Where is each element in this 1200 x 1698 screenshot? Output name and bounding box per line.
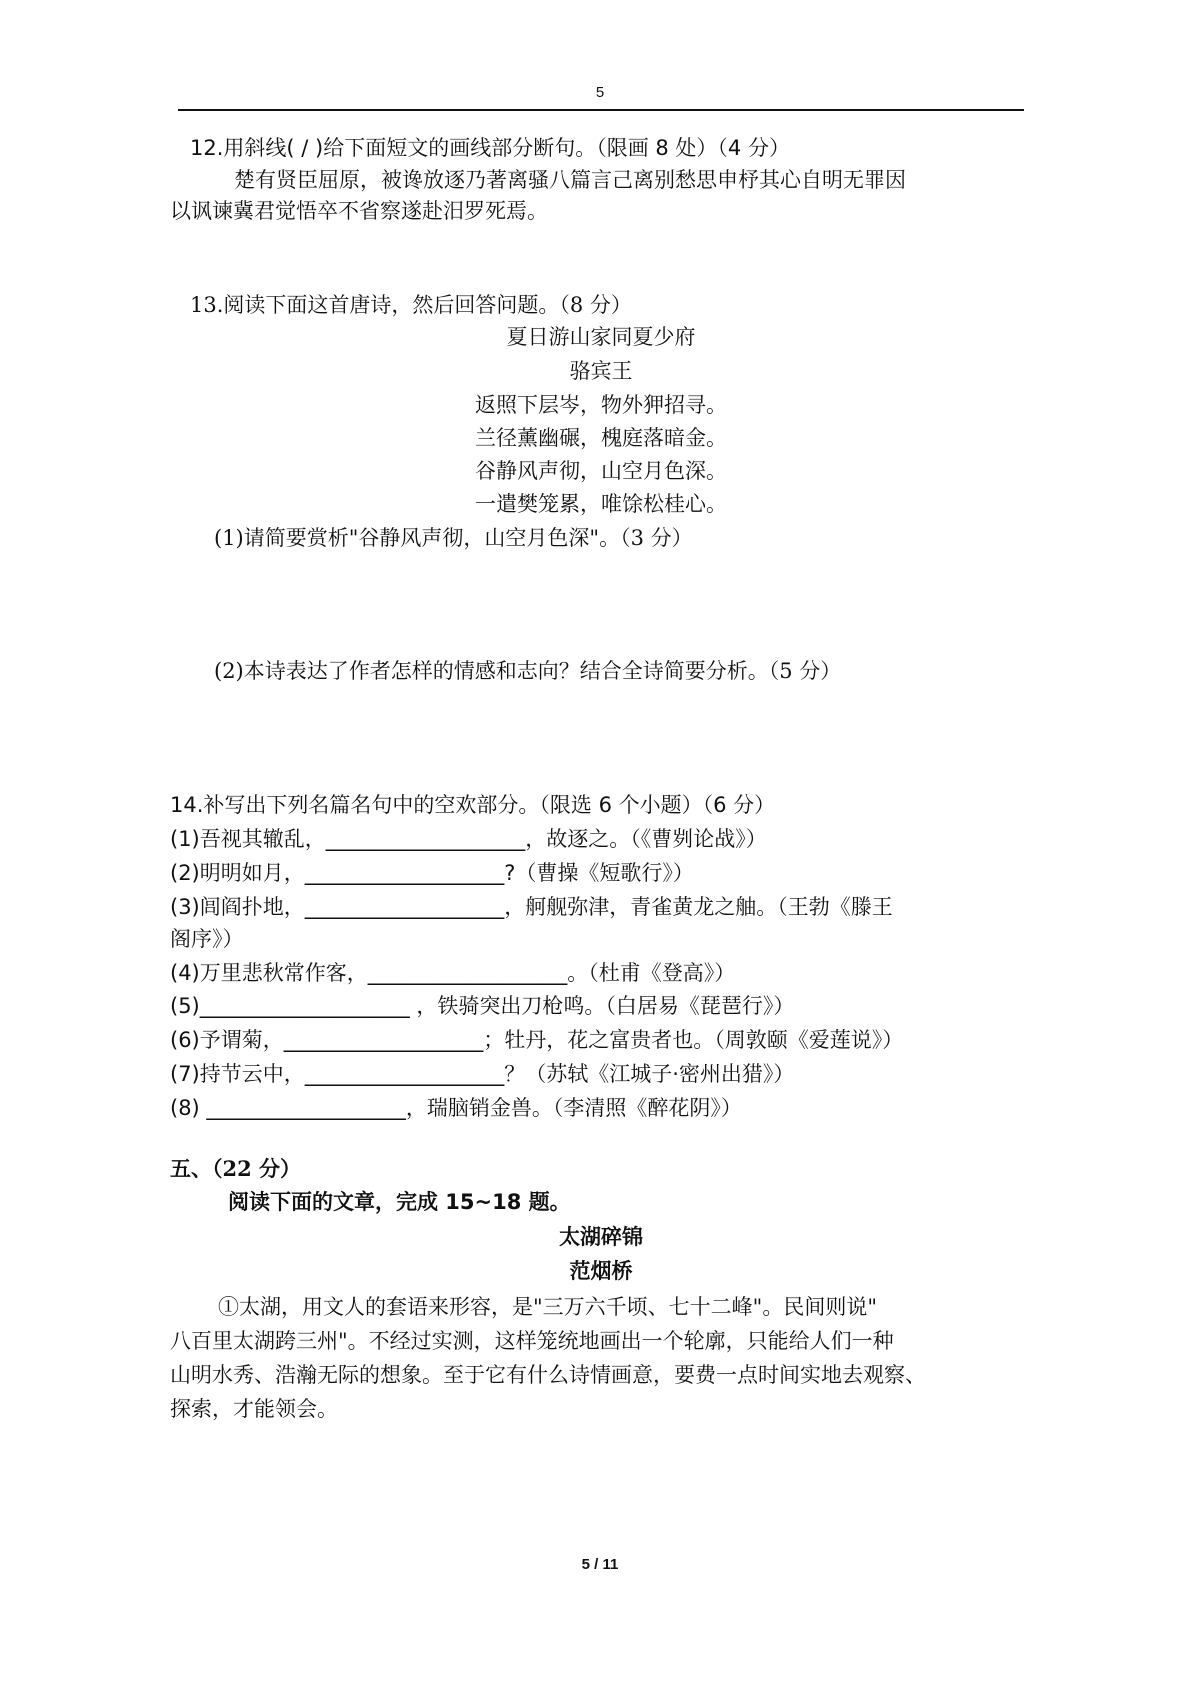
poem-line-4: 一遣樊笼累，唯馀松桂心。 <box>475 492 727 516</box>
q14-item-3: (3)闾阎扑地，___________________，舸舰弥津，青雀黄龙之舳。（王勃《滕王 <box>170 895 893 919</box>
poem-line-3: 谷静风声彻，山空月色深。 <box>475 459 727 483</box>
q12-text-line-1: 楚有贤臣屈原，被谗放逐乃著离骚八篇言己离别愁思申杼其心自明无罪因 <box>234 168 906 192</box>
q14-item-1: (1)吾视其辙乱，___________________，故逐之。（《曹刿论战》） <box>170 827 767 851</box>
section-5-instruction: 阅读下面的文章，完成 15~18 题。 <box>228 1190 571 1214</box>
article-paragraph-line-2: 八百里太湖跨三州"。不经过实测，这样笼统地画出一个轮廓，只能给人们一种 <box>170 1329 894 1353</box>
footer-page-indicator: 5 / 11 <box>581 1556 619 1573</box>
article-paragraph-line-4: 探索，才能领会。 <box>170 1397 338 1421</box>
q12-text-line-2: 以讽谏冀君觉悟卒不省察遂赴汨罗死焉。 <box>170 199 548 223</box>
q13-subquestion-2: (2)本诗表达了作者怎样的情感和志向？结合全诗简要分析。（5 分） <box>214 659 842 683</box>
header-rule <box>178 109 1024 111</box>
poem-line-1: 返照下层岑，物外狎招寻。 <box>475 393 727 417</box>
article-author: 范烟桥 <box>569 1259 633 1283</box>
q14-item-4: (4)万里悲秋常作客，___________________。（杜甫《登高》） <box>170 961 736 985</box>
article-title: 太湖碎锦 <box>559 1225 643 1249</box>
q14-item-6: (6)予谓菊，___________________；牡丹，花之富贵者也。（周敦颐《爱莲说》） <box>170 1028 904 1052</box>
poem-line-2: 兰径薰幽碾，槐庭落暗金。 <box>475 426 727 450</box>
poem-author: 骆宾王 <box>569 359 633 383</box>
q14-item-2: (2)明明如月，___________________?（曹操《短歌行》） <box>170 861 694 885</box>
article-paragraph-line-1: ①太湖，用文人的套语来形容，是"三万六千顷、七十二峰"。民间则说" <box>218 1295 877 1319</box>
q13-title: 13.阅读下面这首唐诗，然后回答问题。（8 分） <box>190 293 632 317</box>
header-page-number: 5 <box>595 84 605 101</box>
q13-subquestion-1: (1)请简要赏析"谷静风声彻，山空月色深"。（3 分） <box>214 526 693 550</box>
q14-item-5: (5)____________________ ，铁骑突出刀枪鸣。（白居易《琵琶行》） <box>170 994 795 1018</box>
article-paragraph-line-3: 山明水秀、浩瀚无际的想象。至于它有什么诗情画意，要费一点时间实地去观察、 <box>170 1363 926 1387</box>
q14-title: 14.补写出下列名篇名句中的空欢部分。（限选 6 个小题）（6 分） <box>170 793 776 817</box>
q12-title: 12.用斜线( / )给下面短文的画线部分断句。（限画 8 处）（4 分） <box>190 136 790 160</box>
q14-item-8: (8) ___________________，瑞脑销金兽。（李清照《醉花阴》） <box>170 1096 742 1120</box>
poem-title: 夏日游山家同夏少府 <box>506 325 696 349</box>
section-5-heading: 五、（22 分） <box>170 1156 302 1181</box>
q14-item-7: (7)持节云中，___________________？（苏轼《江城子·密州出猎》） <box>170 1062 795 1086</box>
q14-item-3-continued: 阁序》） <box>170 927 244 951</box>
